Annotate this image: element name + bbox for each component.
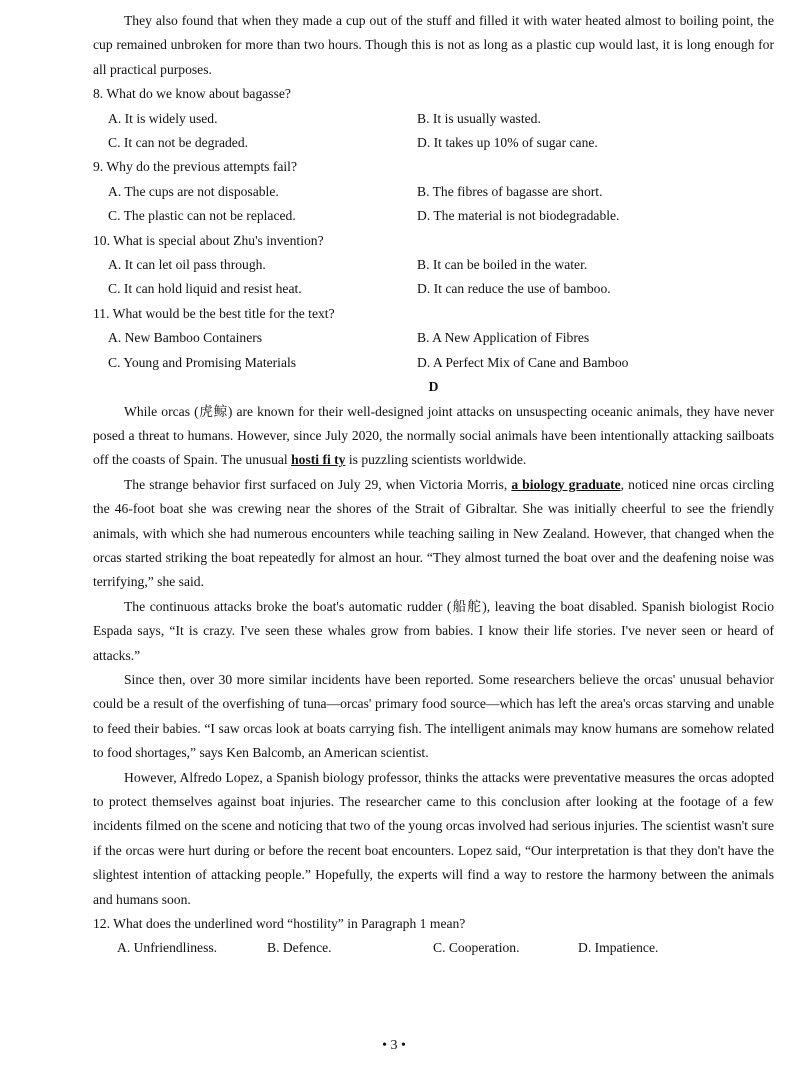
question-10 [93,229,774,302]
question-12 [93,912,774,961]
option-a: A. It is widely used. [108,110,218,126]
option-d: D. Impatience. [578,940,659,956]
question-11 [93,302,774,375]
option-c: C. The plastic can not be replaced. [108,208,296,224]
option-a: A. New Bamboo Containers [108,330,263,346]
option-d: D. The material is not biodegradable. [417,208,620,224]
question-stem: 8. What do we know about bagasse? [93,86,291,102]
option-d: D. It can reduce the use of bamboo. [417,281,611,297]
option-a: A. It can let oil pass through. [108,257,266,273]
passage-d-paragraph-4: Since then, over 30 more similar incidents have been reported. Some researchers believe the orcas' unusual behavior could be a result of the overfishing of tuna—orcas' primary food source—which has left the area's orcas starving and unable to feed their babies. “I saw orcas look at boats carrying fish. The intelligent animals may know humans are somehow related to food shortages,” says Ken Balcomb, an American scientist. [93,671,774,761]
underlined-word: hosti fi ty [291,452,346,468]
section-d-heading: D [428,379,439,395]
option-a: A. Unfriendliness. [117,940,218,956]
question-8 [93,82,774,155]
option-b: B. It is usually wasted. [417,110,541,126]
underlined-phrase: a biology graduate [511,476,621,492]
option-b: B. It can be boiled in the water. [417,257,588,273]
text-run: , noticed nine orcas circling the 46-foot boat she was crewing near the shores of the Strait of Gibraltar. She was initially cheerful to see the friendly animals, with which she had numerous encounters while teaching sailing in New Zealand. However, that changed when the orcas started striking the boat repeatedly for almost an hour. “They almost turned the boat over and the deafening noise was terrifying,” she said. [93,476,774,590]
passage-d-paragraph-2 [93,473,774,595]
question-9 [93,155,774,228]
option-d: D. It takes up 10% of sugar cane. [417,135,598,151]
passage-c-final-paragraph: They also found that when they made a cup out of the stuff and filled it with water heated almost to boiling point, the cup remained unbroken for more than two hours. Though this is not as long as a plastic cup would last, it is long enough for all practical purposes. [93,13,774,77]
question-stem: 9. Why do the previous attempts fail? [93,159,297,175]
question-stem: 10. What is special about Zhu's invention? [93,232,324,248]
text-run: The strange behavior first surfaced on July 29, when Victoria Morris, [124,476,512,492]
page-number: • 3 • [382,1038,406,1053]
option-a: A. The cups are not disposable. [108,183,279,199]
passage-d-paragraph-1 [93,400,774,473]
question-stem: 12. What does the underlined word “hostility” in Paragraph 1 mean? [93,916,466,932]
option-d: D. A Perfect Mix of Cane and Bamboo [417,354,629,370]
text-run: While orcas (虎鲸) are known for their well-designed joint attacks on unsuspecting oceanic animals, they have never posed a threat to humans. However, since July 2020, the normally social animals have been intentionally attacking sailboats off the coasts of Spain. The unusual [93,403,774,468]
option-b: B. The fibres of bagasse are short. [417,183,603,199]
option-c: C. It can not be degraded. [108,135,249,151]
option-b: B. A New Application of Fibres [417,330,590,346]
option-c: C. Young and Promising Materials [108,354,297,370]
text-run: is puzzling scientists worldwide. [345,452,527,468]
option-b: B. Defence. [267,940,332,956]
question-stem: 11. What would be the best title for the text? [93,305,335,321]
passage-d-paragraph-3: The continuous attacks broke the boat's automatic rudder (船舵), leaving the boat disabled. Spanish biologist Rocio Espada says, “It is crazy. I've seen these whales grow from babies. I know their life stories. I've never seen or heard of attacks.” [93,598,774,663]
option-c: C. It can hold liquid and resist heat. [108,281,302,297]
passage-d-paragraph-5: However, Alfredo Lopez, a Spanish biology professor, thinks the attacks were preventative measures the orcas adopted to protect themselves against boat injuries. The researcher came to this conclusion after looking at the footage of a few incidents filmed on the scene and noticing that two of the young orcas involved had serious injuries. The scientist wasn't sure if the orcas were hurt during or before the recent boat encounters. Lopez said, “Our interpretation is that they don't have the slightest intention of attacking people.” Hopefully, the experts will find a way to restore the harmony between the animals and humans soon. [93,769,774,907]
option-c: C. Cooperation. [433,940,520,956]
